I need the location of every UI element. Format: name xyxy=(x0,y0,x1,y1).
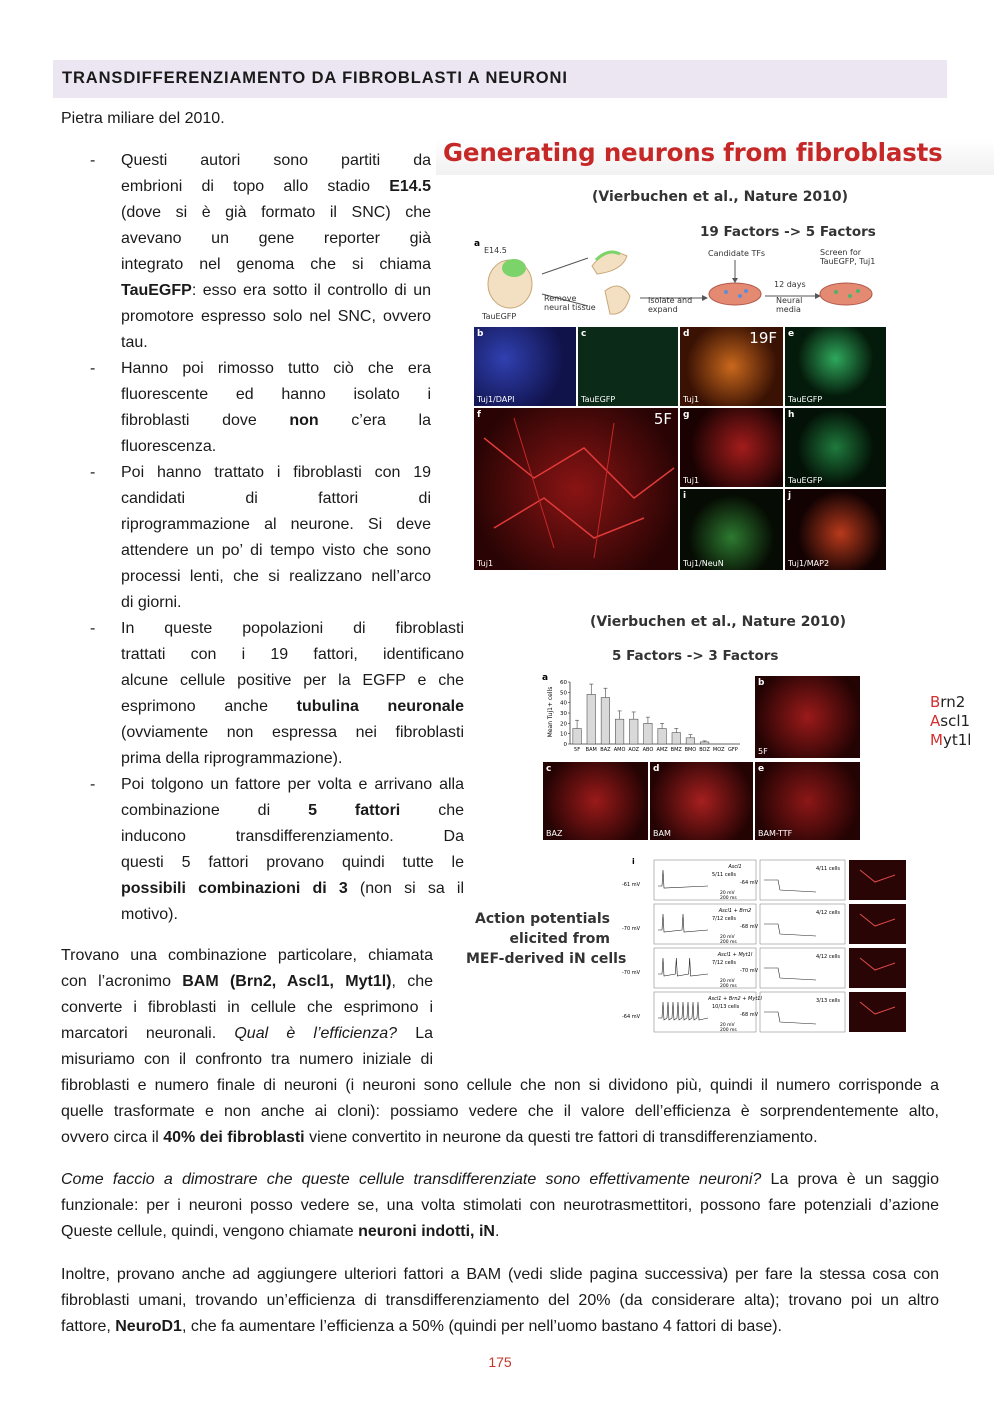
slide2-panel-e-letter: e xyxy=(758,764,765,774)
panel-g xyxy=(680,408,783,487)
bullet-text xyxy=(121,148,431,356)
bold-term: BAM (Brn2, Ascl1, Myt1l) xyxy=(182,973,392,990)
electrophysiology-traces xyxy=(620,856,908,1036)
gene-myt1l xyxy=(930,731,971,750)
panel-j-letter: j xyxy=(788,491,792,501)
functional-paragraph xyxy=(61,1167,939,1245)
panel-h-label: TauEGFP xyxy=(788,476,823,485)
scheme-panel xyxy=(470,236,890,322)
text-line: ovvero circa il 40% dei fibroblasti viene convertito in neurone da questi tre fattori di transdifferenziamento. xyxy=(61,1129,818,1146)
panel-c xyxy=(578,327,678,406)
trace-cell-count-left: 10/13 cells xyxy=(712,1004,740,1010)
text-line: (ovviamente non espressa nei fibroblasti xyxy=(121,724,464,741)
trace-cell-count-right: 4/12 cells xyxy=(816,954,841,960)
trace-micrograph xyxy=(849,992,906,1032)
trace-scale-voltage: 20 mV xyxy=(720,979,735,984)
trace-scale-time: 200 ms xyxy=(720,1028,737,1033)
y-tick-label: 60 xyxy=(560,680,567,686)
text-line: avevano un gene reporter già xyxy=(121,230,431,247)
panel-d-factor-count: 19F xyxy=(749,329,777,347)
traces-panel xyxy=(620,856,908,1036)
text-line: embrioni di topo allo stadio E14.5 xyxy=(121,178,431,195)
x-tick-label: BOZ xyxy=(699,747,710,753)
bar-bam xyxy=(587,694,596,744)
text-line: inducono transdifferenziamento. Da xyxy=(121,828,464,845)
bar-bmo xyxy=(686,738,695,744)
bullet-dash: - xyxy=(90,152,96,169)
bar-baz xyxy=(601,698,610,745)
x-tick-label: AMZ xyxy=(656,747,668,753)
text-line: motivo). xyxy=(121,906,178,923)
bullet-text xyxy=(121,772,464,928)
text-line: esprimono anche tubulina neuronale xyxy=(121,698,465,715)
bullet-text xyxy=(121,616,464,772)
bar-boz xyxy=(700,742,709,744)
gene-name-rest: yt1l xyxy=(942,731,972,749)
panel-c-label: TauEGFP xyxy=(581,395,616,404)
panel-f-neurites xyxy=(474,408,678,570)
bar-bmz xyxy=(672,733,681,744)
bam-paragraph-continued xyxy=(61,1073,939,1151)
bar-abo xyxy=(644,723,653,744)
x-tick-label: BAZ xyxy=(600,747,611,753)
trace-scale-voltage: 20 mV xyxy=(720,1023,735,1028)
x-tick-label: 5F xyxy=(574,747,581,753)
trace-voltage-left: -64 mV xyxy=(622,1014,641,1020)
trace-micrograph xyxy=(849,904,906,944)
bullet-item xyxy=(90,616,465,772)
text-line: Come faccio a dimostrare che queste cellule transdifferenziate sono effettivamente neuroni? La prova è un saggio xyxy=(61,1171,940,1188)
slide2-panel-d xyxy=(650,762,753,840)
text-line: fluorescenza. xyxy=(121,438,217,455)
bullet-item xyxy=(90,356,450,460)
bullet-item xyxy=(90,460,450,616)
bar-amo xyxy=(615,719,624,744)
y-tick-label: 10 xyxy=(560,731,567,738)
text-line: questi 5 fattori provano quindi tutte le xyxy=(121,854,464,871)
panel-d xyxy=(680,327,783,406)
panel-c-letter: c xyxy=(581,329,587,339)
panel-f-factor-count: 5F xyxy=(653,410,672,428)
bullet-list xyxy=(90,148,465,928)
panel-i-letter: i xyxy=(683,491,687,501)
bar-5f xyxy=(573,729,582,745)
trace-voltage-left: -70 mV xyxy=(622,970,641,976)
scheme-step-isolate: Isolate and expand xyxy=(648,296,693,314)
bar-chart xyxy=(540,672,750,758)
panel-g-label: Tuj1 xyxy=(683,476,700,485)
y-tick-label: 30 xyxy=(560,711,567,717)
text-line: attendere un po’ di tempo visto che sono xyxy=(121,542,431,559)
section-header xyxy=(53,60,947,98)
text-line: prima della riprogrammazione). xyxy=(121,750,343,767)
x-tick-label: AMO xyxy=(613,747,626,753)
x-tick-label: GFP xyxy=(728,747,738,753)
trace-cell-count-left: 7/12 cells xyxy=(712,916,737,922)
bold-term: neuroni indotti, iN xyxy=(358,1223,495,1240)
bold-term: non xyxy=(289,412,319,429)
panel-e xyxy=(785,327,886,406)
neural-tissue-drawing xyxy=(592,253,627,274)
trace-cell-count-right: 4/12 cells xyxy=(816,910,841,916)
text-line: fibroblasti e numero finale di neuroni (i neuroni sono cellule che non si dividono più, quindi il numero corrisponde a xyxy=(61,1077,939,1094)
panel-b xyxy=(474,327,576,406)
trace-condition: Ascl1 + Brn2 + Myt1l xyxy=(708,996,762,1002)
text-line: processi lenti, che si realizzano nell’arco xyxy=(121,568,431,585)
human-paragraph xyxy=(61,1262,939,1340)
slide-1-title: Generating neurons from fibroblasts xyxy=(443,138,943,167)
text-line: converte i fibroblasti in cellule che esprimono i xyxy=(61,999,433,1016)
bullet-item xyxy=(90,148,450,356)
x-tick-label: MOZ xyxy=(712,747,725,753)
bullet-item xyxy=(90,772,465,928)
scheme-panel-letter: a xyxy=(474,239,481,249)
text-line: integrato nel genoma che si chiama xyxy=(121,256,431,273)
bam-paragraph xyxy=(61,943,433,1073)
text-line: Poi tolgono un fattore per volta e arrivano alla xyxy=(121,776,464,793)
panel-f-letter: f xyxy=(477,410,481,420)
text-line: tau. xyxy=(121,334,148,351)
trace-cell-count-left: 7/12 cells xyxy=(712,960,737,966)
trace-voltage-right: -68 mV xyxy=(740,924,759,930)
trace-scale-voltage: 20 mV xyxy=(720,891,735,896)
x-tick-label: BMO xyxy=(684,747,697,753)
trace-voltage-right: -70 mV xyxy=(740,968,759,974)
dish-2 xyxy=(820,283,872,305)
text-line: combinazione di 5 fattori che xyxy=(121,802,464,819)
slide2-panel-d-label: BAM xyxy=(653,829,671,838)
bullet-dash: - xyxy=(90,620,96,637)
italic-phrase: Qual è l’efficienza? xyxy=(234,1025,398,1042)
panel-i-label: Tuj1/NeuN xyxy=(683,559,724,568)
trace-micrograph xyxy=(849,860,906,900)
text-line: quelle trasformate e non anche ai cloni): possiamo vedere che il valore dell’efficienza è sorprendentemente alto, xyxy=(61,1103,939,1120)
trace-voltage-left: -70 mV xyxy=(622,926,641,932)
x-tick-label: BAM xyxy=(585,747,597,753)
slide2-panel-b-letter: b xyxy=(758,678,765,688)
panel-b-label: Tuj1/DAPI xyxy=(477,395,515,404)
bold-term: possibili combinazioni di 3 xyxy=(121,880,348,897)
chart-panel-letter: a xyxy=(542,673,549,683)
traces-panel-letter: i xyxy=(632,857,635,866)
panel-d-letter: d xyxy=(683,329,690,339)
gene-brn2 xyxy=(930,693,971,712)
slide2-panel-c xyxy=(543,762,648,840)
y-axis-label: Mean Tuj1+ cells xyxy=(547,686,554,738)
action-potential-caption: Action potentials elicited from MEF-derived iN cells xyxy=(466,911,627,967)
text-line: (dove si è già formato il SNC) che xyxy=(121,204,431,221)
trace-voltage-right: -68 mV xyxy=(740,1012,759,1018)
section-title: TRANSDIFFERENZIAMENTO DA FIBROBLASTI A NEURONI xyxy=(62,69,568,87)
gene-name-rest: scl1 xyxy=(940,712,971,730)
bold-term: NeuroD1 xyxy=(115,1318,182,1335)
panel-j-label: Tuj1/MAP2 xyxy=(788,559,830,568)
scheme-stage: E14.5 xyxy=(484,246,507,255)
panel-b-letter: b xyxy=(477,329,484,339)
y-tick-label: 0 xyxy=(563,742,567,748)
bold-term: 5 fattori xyxy=(308,802,401,819)
bold-term: E14.5 xyxy=(389,178,431,195)
panel-f xyxy=(474,408,678,570)
gene-name-rest: rn2 xyxy=(940,693,966,711)
trace-condition: Ascl1 xyxy=(728,864,742,870)
y-tick-label: 40 xyxy=(560,700,567,707)
bar-amz xyxy=(658,729,667,745)
text-line: marcatori neuronali. Qual è l’efficienza? La xyxy=(61,1025,434,1042)
trace-scale-time: 200 ms xyxy=(720,984,737,989)
bold-term: tubulina neuronale xyxy=(296,698,465,715)
bullet-text xyxy=(121,356,431,460)
dish-1 xyxy=(709,283,761,305)
text-line: Questi autori sono partiti da xyxy=(121,152,431,169)
scheme-candidate: Candidate TFs xyxy=(708,249,766,258)
panel-e-letter: e xyxy=(788,329,795,339)
slide2-panel-b-label: 5F xyxy=(758,747,768,756)
y-tick-label: 50 xyxy=(560,690,567,697)
text-line: possibili combinazioni di 3 (non si sa il xyxy=(121,880,465,897)
bold-term: 40% dei fibroblasti xyxy=(163,1129,305,1146)
bullet-dash: - xyxy=(90,776,96,793)
trace-condition: Ascl1 + Brn2 xyxy=(718,908,752,914)
text-line: di giorni. xyxy=(121,594,182,611)
text-line: funzionale: per i neuroni posso vedere se, una volta stimolati con neurotrasmettitori, possono fare potenziali d’azione xyxy=(61,1197,939,1214)
text-line: fattore, NeuroD1, che fa aumentare l’efficienza a 50% (quindi per nell’uomo bastano 4 fattori di base). xyxy=(61,1318,782,1335)
text-line: Poi hanno trattato i fibroblasti con 19 xyxy=(121,464,431,481)
slide2-panel-e-label: BAM-TTF xyxy=(758,829,793,838)
panel-h-letter: h xyxy=(788,410,795,420)
gene-list xyxy=(930,693,971,750)
scheme-reporter: TauEGFP xyxy=(482,312,517,321)
slide2-panel-b xyxy=(755,676,860,758)
gene-ascl1 xyxy=(930,712,971,731)
trace-voltage-left: -61 mV xyxy=(622,882,641,888)
embryo-gfp-head xyxy=(502,259,526,277)
trace-cell-count-left: 5/11 cells xyxy=(712,872,737,878)
panel-i xyxy=(680,489,783,570)
scheme-days: 12 days xyxy=(774,280,806,289)
slide-2-citation: (Vierbuchen et al., Nature 2010) xyxy=(590,614,847,630)
text-line: fibroblasti umani, trovando un’efficienza di transdifferenziamento del 20% (da considerare alta); trovano poi un altro xyxy=(61,1292,939,1309)
gene-initial: M xyxy=(930,731,943,749)
slide2-panel-d-letter: d xyxy=(653,764,660,774)
text-line: Queste cellule, quindi, vengono chiamate neuroni indotti, iN. xyxy=(61,1223,500,1240)
x-tick-label: AOZ xyxy=(628,747,640,753)
bar-aoz xyxy=(630,719,639,744)
bullet-dash: - xyxy=(90,464,96,481)
text-line: misuriamo con il confronto tra numero iniziale di xyxy=(61,1051,433,1068)
trace-cell-count-right: 3/13 cells xyxy=(816,998,841,1004)
trace-scale-time: 200 ms xyxy=(720,896,737,901)
x-tick-label: ABO xyxy=(642,747,654,753)
text-line: In queste popolazioni di fibroblasti xyxy=(121,620,464,637)
panel-g-letter: g xyxy=(683,410,690,420)
scheme-step-remove: Remove neural tissue xyxy=(544,294,596,312)
bullet-dash: - xyxy=(90,360,96,377)
bold-term: TauEGFP xyxy=(121,282,192,299)
text-line: Hanno poi rimosso tutto ciò che era xyxy=(121,360,431,377)
panel-e-label: TauEGFP xyxy=(788,395,823,404)
slide-1-citation: (Vierbuchen et al., Nature 2010) xyxy=(592,189,849,205)
text-line: fluorescente ed hanno isolato i xyxy=(121,386,431,403)
scheme-screen: Screen for TauEGFP, Tuj1 xyxy=(820,248,876,266)
text-line: promotore espresso solo nel SNC, ovvero xyxy=(121,308,431,325)
trace-scale-time: 200 ms xyxy=(720,940,737,945)
trace-scale-voltage: 20 mV xyxy=(720,935,735,940)
slide2-panel-c-label: BAZ xyxy=(546,829,563,838)
remaining-tissue-drawing xyxy=(605,286,630,314)
text-line: TauEGFP: esso era sotto il controllo di un xyxy=(121,282,431,299)
text-line: trattati con i 19 fattori, identificano xyxy=(121,646,464,663)
slide2-panel-c-letter: c xyxy=(546,764,552,774)
slide-1-subtitle: 19 Factors -> 5 Factors xyxy=(700,224,876,240)
y-tick-label: 20 xyxy=(560,721,567,728)
trace-voltage-right: -64 mV xyxy=(740,880,759,886)
page-number: 175 xyxy=(488,1354,512,1370)
text-line: fibroblasti dove non c’era la xyxy=(121,412,431,429)
panel-j xyxy=(785,489,886,570)
panel-f-label: Tuj1 xyxy=(477,559,494,568)
x-tick-label: BMZ xyxy=(670,747,682,753)
intro-line: Pietra miliare del 2010. xyxy=(61,110,225,127)
text-line: riprogrammazione al neurone. Si deve xyxy=(121,516,431,533)
trace-cell-count-right: 4/11 cells xyxy=(816,866,841,872)
panel-h xyxy=(785,408,886,487)
text-line: Trovano una combinazione particolare, chiamata xyxy=(61,947,433,964)
trace-condition: Ascl1 + Myt1l xyxy=(717,952,753,958)
text-line: candidati di fattori di xyxy=(121,490,431,507)
text-line: alcune cellule positive per la EGFP e che xyxy=(121,672,464,689)
slide2-panel-e xyxy=(755,762,860,840)
trace-micrograph xyxy=(849,948,906,988)
text-line: con l’acronimo BAM (Brn2, Ascl1, Myt1l), che xyxy=(61,973,433,990)
bullet-text xyxy=(121,460,431,616)
bar-chart-panel xyxy=(540,672,750,758)
gene-initial: A xyxy=(930,712,941,730)
slide-2-subtitle: 5 Factors -> 3 Factors xyxy=(612,648,779,664)
scheme-media: Neural media xyxy=(776,296,803,314)
text-line: Inoltre, provano anche ad aggiungere ulteriori fattori a BAM (vedi slide pagina successiva) per fare la stessa cosa con xyxy=(61,1266,939,1283)
gene-initial: B xyxy=(930,693,941,711)
panel-d-label: Tuj1 xyxy=(683,395,700,404)
italic-phrase: Come faccio a dimostrare che queste cellule transdifferenziate sono effettivamente neuroni? xyxy=(61,1171,762,1188)
